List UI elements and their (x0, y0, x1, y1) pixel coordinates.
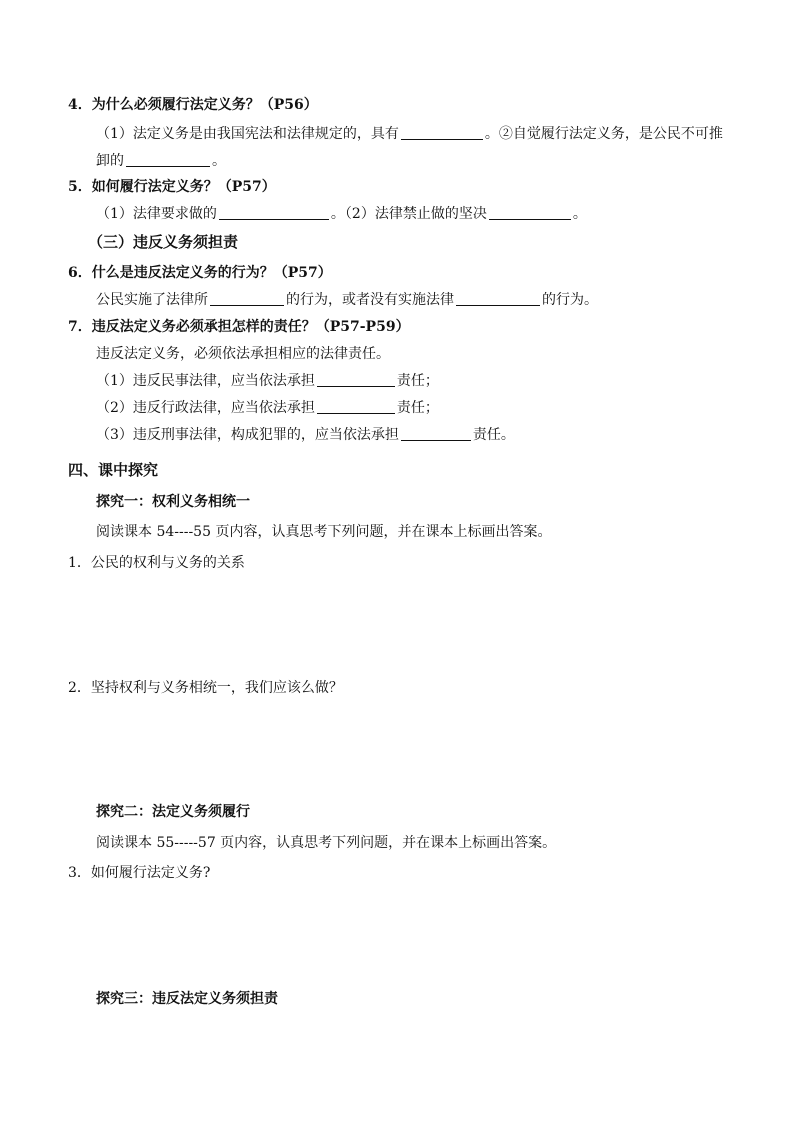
question-7-item-1-text-b: 责任； (396, 373, 439, 389)
question-5-text-a: （1）法律要求做的 (96, 206, 217, 222)
answer-blank[interactable] (317, 372, 395, 387)
question-4-line-2 (96, 151, 226, 171)
explore-1-title: 探究一：权利义务相统一 (96, 494, 250, 510)
question-7-item-1 (96, 371, 439, 391)
answer-blank[interactable] (401, 125, 483, 140)
answer-blank[interactable] (317, 399, 395, 414)
explore-2-instruction: 阅读课本 55-----57 页内容，认真思考下列问题，并在课本上标画出答案。 (96, 835, 557, 851)
question-7-title: 7．违反法定义务必须承担怎样的责任？（P57-P59） (68, 319, 410, 335)
answer-blank[interactable] (401, 426, 471, 441)
question-4-text-b: 。②自觉履行法定义务，是公民不可推 (484, 126, 723, 142)
section-3-heading: （三）违反义务须担责 (88, 233, 239, 251)
explore-2-title: 探究二：法定义务须履行 (96, 804, 250, 820)
explore-1-question-2: 2．坚持权利与义务相统一，我们应该么做？ (68, 680, 343, 696)
section-4-heading: 四、课中探究 (68, 461, 159, 479)
answer-blank[interactable] (210, 291, 284, 306)
question-4-title: 4．为什么必须履行法定义务？（P56） (68, 97, 318, 113)
explore-3-title: 探究三：违反法定义务须担责 (96, 991, 278, 1007)
answer-blank[interactable] (219, 205, 329, 220)
question-7-intro: 违反法定义务，必须依法承担相应的法律责任。 (96, 346, 390, 362)
question-5-text-c: 。 (572, 206, 587, 222)
question-7-item-3 (96, 425, 515, 445)
answer-blank[interactable] (456, 291, 540, 306)
explore-1-question-1: 1．公民的权利与义务的关系 (68, 555, 245, 571)
question-7-item-3-text-b: 责任。 (472, 427, 515, 443)
question-5-line-1 (96, 204, 587, 224)
question-4-text-c: 卸的 (96, 153, 124, 169)
question-5-title: 5．如何履行法定义务？（P57） (68, 179, 276, 195)
question-7-item-2-text-b: 责任； (396, 400, 439, 416)
question-4-line-1 (96, 124, 723, 144)
explore-1-instruction: 阅读课本 54----55 页内容，认真思考下列问题，并在课本上标画出答案。 (96, 524, 552, 540)
question-7-item-1-text-a: （1）违反民事法律，应当依法承担 (96, 373, 315, 389)
question-6-text-c: 的行为。 (542, 292, 598, 308)
question-6-text-b: 的行为，或者没有实施法律 (286, 292, 454, 308)
question-4-text-a: （1）法定义务是由我国宪法和法律规定的，具有 (96, 126, 399, 142)
question-7-item-3-text-a: （3）违反刑事法律，构成犯罪的，应当依法承担 (96, 427, 399, 443)
question-6-line-1 (96, 290, 598, 310)
question-7-item-2-text-a: （2）违反行政法律，应当依法承担 (96, 400, 315, 416)
question-6-title: 6．什么是违反法定义务的行为？（P57） (68, 265, 332, 281)
answer-blank[interactable] (489, 205, 571, 220)
answer-blank[interactable] (126, 152, 210, 167)
question-7-item-2 (96, 398, 439, 418)
explore-2-question-3: 3．如何履行法定义务? (68, 865, 211, 881)
question-4-text-d: 。 (212, 153, 226, 169)
question-5-text-b: 。（2）法律禁止做的坚决 (330, 206, 487, 222)
question-6-text-a: 公民实施了法律所 (96, 292, 208, 308)
